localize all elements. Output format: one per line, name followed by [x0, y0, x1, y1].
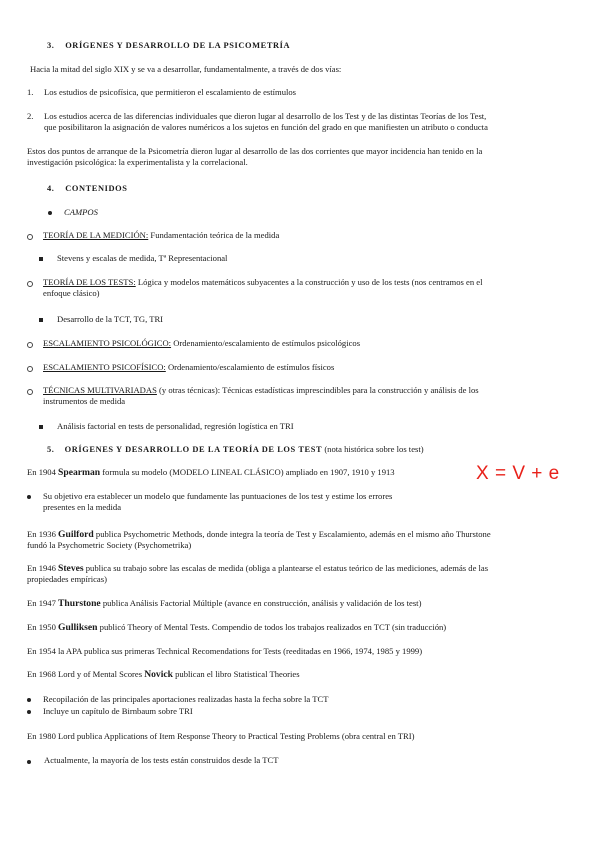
section-4-number: 4.	[47, 184, 55, 193]
bullet-text-line: Su objetivo era establecer un modelo que fundamente las puntuaciones de los test y estime los errores	[43, 491, 393, 501]
campo-text: Ordenamiento/escalamiento de estímulos psicológicos	[171, 338, 361, 348]
campo-label: TEORÍA DE LA MEDICIÓN:	[43, 230, 149, 240]
circle-bullet-icon	[27, 389, 33, 395]
section-4-title: CONTENIDOS	[65, 184, 128, 193]
author-name: Gulliksen	[58, 622, 98, 633]
campo-item	[43, 277, 482, 288]
author-name: Thurstone	[58, 598, 101, 609]
list-number: 1.	[27, 87, 34, 97]
timeline-entry: En 1904 Spearman formula su modelo (MODELO LINEAL CLÁSICO) ampliado en 1907, 1910 y 1913	[27, 467, 395, 478]
bullet-icon	[27, 495, 31, 499]
campo-subitem: Stevens y escalas de medida, Tª Representacional	[57, 253, 228, 263]
list-item: Los estudios de psicofísica, que permitieron el escalamiento de estímulos	[44, 87, 297, 97]
author-name: Guilford	[58, 529, 94, 540]
campo-item	[43, 230, 279, 241]
square-bullet-icon	[39, 318, 43, 322]
timeline-entry: En 1946 Steves publica su trabajo sobre las escalas de medida (obliga a plantearse el estatus teórico de las mediciones, además de las	[27, 563, 489, 574]
bullet-icon	[48, 211, 52, 215]
timeline-entry: En 1968 Lord y of Mental Scores Novick publican el libro Statistical Theories	[27, 669, 300, 680]
campos-label: CAMPOS	[64, 207, 98, 217]
campo-label: ESCALAMIENTO PSICOLÓGICO:	[43, 338, 172, 348]
campo-label: ESCALAMIENTO PSICOFÍSICO:	[43, 362, 166, 372]
section-5-number: 5.	[47, 445, 55, 454]
timeline-entry: En 1950 Gulliksen publicó Theory of Mental Tests. Compendio de todos los trabajos realizados en TCT (sin traducción)	[27, 622, 447, 633]
section-3-closing-line: investigación psicológica: la experimentalista y la correlacional.	[27, 157, 248, 167]
section-3-number: 3.	[47, 41, 55, 50]
timeline-entry-line: fundó la Psychometric Society (Psychometrika)	[27, 540, 192, 550]
author-name: Novick	[144, 669, 173, 680]
bullet-text: Actualmente, la mayoría de los tests están construidos desde la TCT	[44, 755, 279, 765]
bullet-icon	[27, 698, 31, 702]
section-5-title: ORÍGENES Y DESARROLLO DE LA TEORÍA DE LOS TEST	[64, 445, 323, 454]
timeline-entry: En 1954 la APA publica sus primeras Technical Recomendations for Tests (reeditadas en 1966, 1974, 1985 y 1999)	[27, 646, 423, 656]
author-name: Steves	[58, 563, 84, 574]
circle-bullet-icon	[27, 342, 33, 348]
campo-subitem: Desarrollo de la TCT, TG, TRI	[57, 314, 164, 324]
section-5-subtitle: (nota histórica sobre los test)	[322, 444, 424, 454]
list-item-line: que posibilitaron la asignación de valores numéricos a los sujetos en función del grado en que manifiesten un atributo o conducta	[44, 122, 488, 132]
list-number: 2.	[27, 111, 34, 121]
circle-bullet-icon	[27, 366, 33, 372]
circle-bullet-icon	[27, 234, 33, 240]
timeline-entry: En 1936 Guilford publica Psychometric Methods, donde integra la teoría de Test y Escalamiento, además en el mismo año Thurstone	[27, 529, 491, 540]
campo-text: Fundamentación teórica de la medida	[148, 230, 280, 240]
square-bullet-icon	[39, 257, 43, 261]
campo-label: TÉCNICAS MULTIVARIADAS	[43, 385, 157, 395]
section-3-closing-line: Estos dos puntos de arranque de la Psicometría dieron lugar al desarrollo de las dos corrientes que mayor incidencia han tenido en la	[27, 146, 483, 156]
timeline-entry-line: propiedades empíricas)	[27, 574, 107, 584]
section-5-heading	[47, 444, 424, 455]
section-3-heading	[47, 40, 290, 51]
formula-annotation: X = V + e	[476, 463, 560, 484]
timeline-entry: En 1947 Thurstone publica Análisis Factorial Múltiple (avance en construcción, análisis y validación de los test)	[27, 598, 422, 609]
circle-bullet-icon	[27, 281, 33, 287]
section-3-title: ORÍGENES Y DESARROLLO DE LA PSICOMETRÍA	[65, 41, 291, 50]
campo-item	[43, 338, 360, 349]
campo-subitem: Análisis factorial en tests de personalidad, regresión logística en TRI	[57, 421, 294, 431]
bullet-text: Incluye un capítulo de Birnbaum sobre TRI	[43, 706, 193, 716]
author-name: Spearman	[58, 467, 101, 478]
timeline-entry: En 1980 Lord publica Applications of Item Response Theory to Practical Testing Problems (obra central en TRI)	[27, 731, 415, 741]
campo-item	[43, 362, 334, 373]
campo-text: Ordenamiento/escalamiento de estímulos físicos	[165, 362, 335, 372]
section-3-intro: Hacia la mitad del siglo XIX y se va a desarrollar, fundamentalmente, a través de dos vías:	[30, 64, 342, 74]
campo-item	[43, 385, 479, 396]
bullet-text-line: presentes en la medida	[43, 502, 122, 512]
bullet-icon	[27, 760, 31, 764]
campo-text: Lógica y modelos matemáticos subyacentes a la construcción y uso de los tests (nos centramos en el	[135, 277, 483, 287]
campo-text: (y otras técnicas): Técnicas estadísticas imprescindibles para la construcción y análisis de los	[156, 385, 479, 395]
square-bullet-icon	[39, 425, 43, 429]
section-4-heading	[47, 183, 128, 194]
bullet-text: Recopilación de las principales aportaciones realizadas hasta la fecha sobre la TCT	[43, 694, 329, 704]
campo-label: TEORÍA DE LOS TESTS:	[43, 277, 136, 287]
campo-text-line: enfoque clásico)	[43, 288, 100, 298]
campo-text-line: instrumentos de medida	[43, 396, 126, 406]
bullet-icon	[27, 710, 31, 714]
list-item-line: Los estudios acerca de las diferencias individuales que dieron lugar al desarrollo de los Test y de las distintas Teorías de los Test,	[44, 111, 487, 121]
